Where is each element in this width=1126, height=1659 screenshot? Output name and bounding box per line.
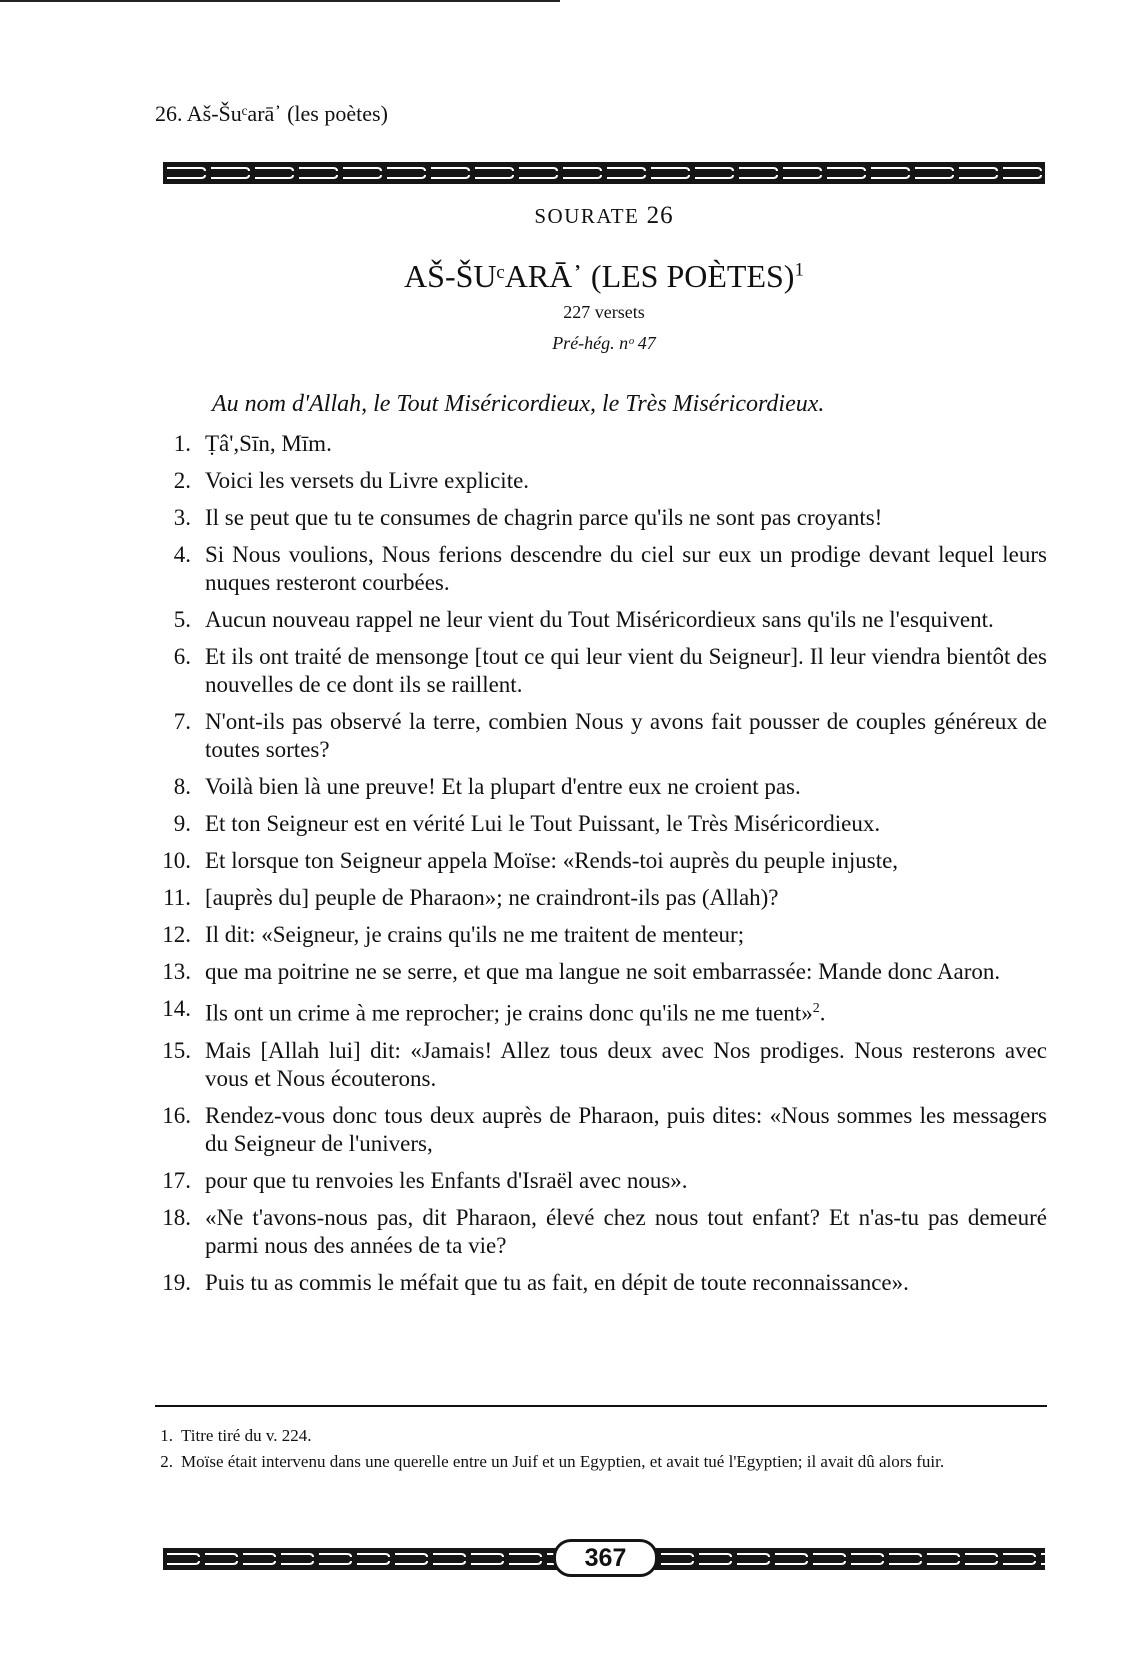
verse-list: [155, 430, 1047, 1306]
chronology-note: Pré-hég. nᵒ 47: [552, 333, 656, 353]
verse: [155, 958, 1047, 986]
sourate-title-text: AŠ-ŠUᶜARĀ᾿ (LES POÈTES): [404, 258, 795, 294]
verse: [155, 1037, 1047, 1093]
verse-number: 19.: [162, 1269, 191, 1295]
verse-number: 9.: [173, 811, 191, 836]
verse-number: 7.: [173, 709, 191, 734]
verse: [155, 1167, 1047, 1195]
verse: [155, 606, 1047, 634]
verse: [155, 643, 1047, 699]
verse-text: Puis tu as commis le méfait que tu as fait, en dépit de toute reconnaissance».: [205, 1269, 909, 1295]
verse: [155, 884, 1047, 912]
verse-number: 15.: [162, 1037, 191, 1063]
verse-number: 6.: [173, 644, 191, 669]
verse: [155, 1269, 1047, 1297]
verse-number: 8.: [173, 774, 191, 799]
verse: [155, 995, 1047, 1028]
verse: [155, 921, 1047, 949]
verse-number: 16.: [162, 1102, 191, 1128]
page-number: 367: [553, 1539, 658, 1577]
verse-text: [205, 995, 1047, 1028]
verse-text: Et lorsque ton Seigneur appela Moïse: «Rends-toi auprès du peuple injuste,: [205, 848, 899, 873]
verse-number: 10.: [162, 848, 191, 873]
footnote: [155, 1425, 1047, 1446]
verse-number: 18.: [162, 1204, 191, 1230]
footnote-text: Titre tiré du v. 224.: [181, 1426, 312, 1445]
verse-number: 5.: [173, 607, 191, 632]
verse: [155, 773, 1047, 801]
footnote: [155, 1451, 1047, 1472]
footnote-number: 2.: [160, 1452, 173, 1471]
footnote-divider: [155, 1405, 1047, 1407]
verse-text: Il se peut que tu te consumes de chagrin parce qu'ils ne sont pas croyants!: [205, 505, 883, 530]
sourate-number: 26: [646, 202, 674, 229]
verse-text: Voilà bien là une preuve! Et la plupart d'entre eux ne croient pas.: [205, 774, 801, 799]
verse-number: 11.: [163, 885, 191, 910]
verse-number: 2.: [173, 468, 191, 493]
verse-text: «Ne t'avons-nous pas, dit Pharaon, élevé chez nous tout enfant? Et n'as-tu pas demeuré parmi nous des années de ta vie?: [205, 1204, 1047, 1258]
verse-number: 1.: [173, 431, 191, 456]
footnotes: [155, 1425, 1047, 1477]
verse-number: 4.: [173, 542, 191, 567]
verse-text: Et ils ont traité de mensonge [tout ce qui leur vient du Seigneur]. Il leur viendra bientôt des nouvelles de ce dont ils se raillent.: [205, 644, 1047, 697]
verse-number: 3.: [173, 505, 191, 530]
verse: [155, 467, 1047, 495]
verse-text: Aucun nouveau rappel ne leur vient du Tout Miséricordieux sans qu'ils ne l'esquivent.: [205, 607, 994, 632]
verse: [155, 504, 1047, 532]
footnote-number: 1.: [160, 1426, 173, 1445]
verse-text: que ma poitrine ne se serre, et que ma langue ne soit embarrassée: Mande donc Aaron.: [205, 959, 1001, 984]
title-footnote-ref: 1: [794, 259, 804, 281]
verse-text: Voici les versets du Livre explicite.: [205, 468, 530, 493]
running-head: 26. Aš-Šuᶜarā᾿ (les poètes): [155, 101, 388, 126]
footnote-text: Moïse était intervenu dans une querelle entre un Juif et un Egyptien, et avait tué l'Egyptien; il avait dû alors fuir.: [181, 1452, 945, 1471]
verse-text-main: Ils ont un crime à me reprocher; je crains donc qu'ils ne me tuent»: [205, 1000, 813, 1026]
sourate-title: [163, 258, 1045, 295]
verse-number: 17.: [162, 1167, 191, 1193]
verse-text-tail: .: [819, 1000, 826, 1026]
verse: [155, 810, 1047, 838]
verse-text: Mais [Allah lui] dit: «Jamais! Allez tous deux avec Nos prodiges. Nous resterons avec vous et Nous écouterons.: [205, 1037, 1047, 1091]
verse-text: [auprès du] peuple de Pharaon»; ne craindront-ils pas (Allah)?: [205, 885, 779, 910]
verse-number: 12.: [162, 922, 191, 947]
verse-text: Et ton Seigneur est en vérité Lui le Tout Puissant, le Très Miséricordieux.: [205, 811, 881, 836]
verse: [155, 1102, 1047, 1158]
verse: [155, 847, 1047, 875]
sourate-label: [163, 202, 1045, 230]
verse: [155, 430, 1047, 458]
verse-count: 227 versets: [563, 302, 645, 322]
verse-text: Il dit: «Seigneur, je crains qu'ils ne me traitent de menteur;: [205, 922, 745, 947]
verse: [155, 1204, 1047, 1260]
verse-footnote-ref: 2: [812, 1001, 820, 1016]
sourate-word: SOURATE: [534, 204, 640, 228]
verse-number: 13.: [162, 959, 191, 984]
verse-text: pour que tu renvoies les Enfants d'Israël avec nous».: [205, 1167, 688, 1193]
verse-text: Rendez-vous donc tous deux auprès de Pharaon, puis dites: «Nous sommes les messagers du Seigneur de l'univers,: [205, 1102, 1047, 1156]
verse: [155, 541, 1047, 597]
verse-text: Si Nous voulions, Nous ferions descendre du ciel sur eux un prodige devant lequel leurs nuques resteront courbées.: [205, 542, 1047, 595]
verse-text: N'ont-ils pas observé la terre, combien Nous y avons fait pousser de couples généreux de toutes sortes?: [205, 709, 1047, 762]
verse-number: 14.: [162, 996, 191, 1021]
verse: [155, 708, 1047, 764]
verse-text: Ṭâ',Sīn, Mīm.: [205, 431, 332, 456]
ornamental-band-top: [163, 162, 1045, 184]
top-edge-rule: [0, 0, 560, 2]
basmala: Au nom d'Allah, le Tout Miséricordieux, le Très Miséricordieux.: [212, 391, 825, 417]
